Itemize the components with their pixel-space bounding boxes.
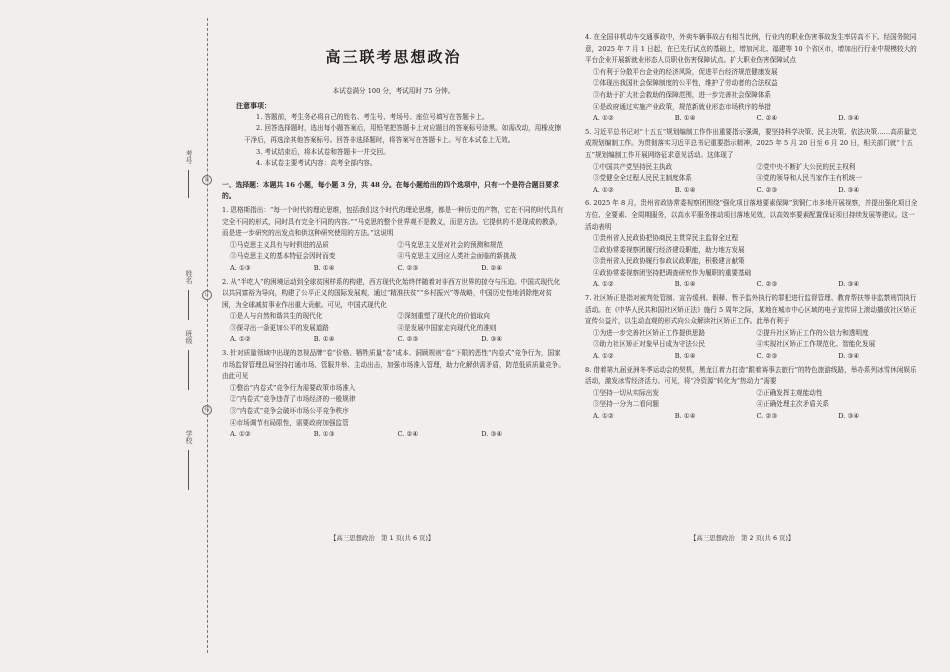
class-line <box>188 350 189 390</box>
exam-no-line <box>188 170 189 198</box>
answer-choice: A. ①③ <box>230 263 251 272</box>
seal-mark-2: 订 <box>202 290 212 300</box>
option-statement: ①马克思主义具有与时俱进的品质 <box>230 240 329 249</box>
question <box>585 198 920 291</box>
answer-choice: D. ③④ <box>481 335 503 344</box>
answer-choice: C. ②③ <box>756 352 778 361</box>
seal-mark-3: 线 <box>202 405 212 415</box>
exam-title: 高三联考思想政治 <box>325 48 462 66</box>
answer-choices <box>222 263 565 275</box>
option-statement: ③坚持一分为二看问题 <box>593 400 659 409</box>
answer-choice: B. ①④ <box>674 185 696 194</box>
option-statement: ③探寻出一条更加公平的发展道路 <box>230 323 329 332</box>
question <box>585 293 920 363</box>
question <box>585 127 920 197</box>
question <box>585 365 920 423</box>
answer-choices <box>585 411 920 423</box>
page-2-column <box>585 30 920 423</box>
option-statement: ①是人与自然和谐共生的现代化 <box>230 312 323 321</box>
option-statement: ④党的领导和人民当家作主有机统一 <box>756 174 862 183</box>
question-stem: 4. 在全国非机动车交通事故中，外卖车辆事故占有相当比例，行业内的职业伤害事故发生率居高不下。经国务院同意，2025 年 7 月 1 日起，在已先行试点的基础上，增加河北、福建等 10 个省区市，增加出行行业中规模较大的平台企业开展新就业形态人员职业伤害保障试点。扩大职业伤害保障试点 <box>585 33 917 65</box>
seal-mark-1: 装 <box>202 175 212 185</box>
option-list <box>585 233 920 279</box>
right-question-list <box>585 32 920 423</box>
option-list <box>222 383 565 429</box>
answer-choice: C. ②③ <box>756 185 778 194</box>
option-list <box>222 240 565 263</box>
answer-choice: D. ②④ <box>481 263 503 272</box>
question-stem: 2. 从“半吃人”的困境运动到全球贫困样系的构建，西方现代化始终伴随着对非西方世界的掠夺与压迫。中国式现代化以共同富裕为导向，构建了公平正义的国际发展观，通过“精准扶贫”“乡村振兴”等战略，中国历史性地消除绝对贫困，为全球减贫事业作出重大贡献。可见，中国式现代化 <box>222 277 561 309</box>
option-statement: ①坚持一切从实际出发 <box>593 388 659 397</box>
answer-choice: D. ③④ <box>838 114 860 123</box>
answer-choice: A. ①② <box>230 430 251 439</box>
option-statement: ②“内卷式”竞争违背了市场经济的一般规律 <box>230 395 356 404</box>
answer-choice: B. ①③ <box>313 430 335 439</box>
answer-choices <box>585 113 920 125</box>
question <box>222 277 565 347</box>
option-statement: ④正确处理主次矛盾关系 <box>756 400 830 409</box>
answer-choice: C. ②③ <box>397 335 419 344</box>
binding-cut-line <box>207 18 208 653</box>
option-statement: ②深刻重塑了现代化的价值取向 <box>397 312 490 321</box>
option-statement: ①中国共产党坚持民主执政 <box>593 162 673 171</box>
answer-choices <box>585 351 920 363</box>
answer-choices <box>222 334 565 346</box>
answer-choice: C. ②③ <box>756 412 778 420</box>
option-statement: ④是政府通过实施产业政策，规范新就业形态市场秩序的举措 <box>593 102 772 111</box>
notice-heading: 注意事项： <box>236 101 271 111</box>
option-statement: ②马克思主义是对社会的预测和规范 <box>397 240 503 249</box>
option-statement: ④政协常委视察团坚持把调查研究作为履职的重要基础 <box>593 268 752 277</box>
option-statement: ①贵州省人民政协把协商民主贯穿民主监督全过程 <box>593 234 739 243</box>
answer-choice: B. ①④ <box>313 335 335 344</box>
notice-item: 2. 回答选择题时，选出每小题答案后，用铅笔把答题卡上对应题目的答案标号涂黑。如需改动，用橡皮擦干净后，再选涂其他答案标号。回答非选择题时，将答案写在答题卡上。写在本试卷上无效。 <box>244 124 562 144</box>
option-statement: ①为进一步完善社区矫正工作提供思路 <box>593 328 706 337</box>
option-statement: ②体现出我国社会保障制度的公平性，维护了劳动者的合法权益 <box>593 79 778 88</box>
option-list <box>585 162 920 185</box>
option-statement: ③“内卷式”竞争会破坏市场公平竞争秩序 <box>230 407 349 416</box>
section-heading: 一、选择题：本题共 16 小题，每小题 3 分，共 48 分。在每小题给出的四个选项中，只有一个是符合题目要求的。 <box>222 180 559 201</box>
option-statement: ③助力社区矫正对象早日成为守法公民 <box>593 340 706 349</box>
answer-choice: D. ③④ <box>838 352 860 361</box>
page-footer-right: 【高三思想政治 第 2 页(共 6 页)】 <box>690 534 795 542</box>
left-question-list <box>222 205 565 441</box>
option-list <box>222 311 565 334</box>
option-statement: ③贵州省人民政协履行参政议政职能，积极建言献策 <box>593 257 745 266</box>
answer-choice: A. ①② <box>593 114 614 123</box>
binding-margin <box>0 0 210 672</box>
question-stem: 7. 社区矫正是指对被判处管制、宣告缓刑、假释、暂予监外执行的罪犯进行监督管理、教育帮扶等非监禁刑罚执行活动。在《中华人民共和国社区矫正法》施行 5 周年之际，某地在城市中心区域的电子宣传屏上滚动播放社区矫正宣传公益片，以生动直观的形式向公众解读社区矫正工作。此举有利于 <box>585 294 917 326</box>
option-statement: ②政协常委视察团履行经济建设职能，助力地方发展 <box>593 245 745 254</box>
option-statement: ④市场调节有局限性，需要政府加强监管 <box>230 418 349 427</box>
answer-choice: C. ②④ <box>397 430 419 439</box>
answer-choice: B. ①④ <box>674 280 696 289</box>
option-statement: ②党中央不断扩大公民的民主权利 <box>756 162 856 171</box>
option-statement: ③党健全全过程人民民主制度体系 <box>593 174 692 183</box>
option-statement: ②正确发挥主观能动性 <box>756 388 823 397</box>
answer-choice: D. ③④ <box>838 280 860 289</box>
answer-choice: D. ③④ <box>838 185 860 194</box>
question-stem: 1. 恩格斯指出：“每一个时代的理论思维，包括我们这个时代的理论思维，都是一种历史的产物，它在不同的时代具有完全不同的形式，同时具有完全不同的内容。”“马克思的整个世界观不是教义，而是方法。它提供的不是现成的教条，而是进一步研究的出发点和供这种研究使用的方法。”这说明 <box>222 205 564 238</box>
question <box>222 205 565 275</box>
name-line <box>188 290 189 320</box>
answer-choice: B. ①④ <box>674 114 696 123</box>
question-stem: 8. 借着第九届亚洲冬季运动会的契机，黑龙江着力打造“跟着赛事去旅行”的特色旅游线路，举办系列冰雪休闲娱乐活动，激发冰雪经济活力。可见，将“冷资源”转化为“热动力”需要 <box>585 365 917 386</box>
question-stem: 3. 针对质量领域中出现的忽视品牌“卷”价格、牺牲质量“卷”成本、洞顾规则“卷”下限的恶性“内卷式”竞争行为，国家市场监督管理总局坚持打通市场、管服并举、主动出击，加强市场准入管理，助力化解供需矛盾，防范低质质量竞争。由此可见 <box>222 349 565 381</box>
option-statement: ①有利于分散平台企业的经济风险，促进平台经济规范健康发展 <box>593 67 778 76</box>
answer-choices <box>585 279 920 291</box>
question <box>585 32 920 125</box>
notice-item: 3. 考试结束后，将本试卷和答题卡一并交回。 <box>256 147 390 156</box>
option-list <box>585 388 920 411</box>
class-label: 班级 <box>185 330 193 344</box>
exam-info: 本试卷满分 100 分，考试用时 75 分钟。 <box>332 86 455 95</box>
option-list <box>585 328 920 351</box>
option-statement: ②提升社区矫正工作的公信力和透明度 <box>756 328 869 337</box>
answer-choice: C. ②③ <box>397 263 419 272</box>
option-statement: ④实现社区矫正工作规范化、智能化发展 <box>756 340 876 349</box>
option-statement: ④是发展中国家走向现代化的准则 <box>397 323 497 332</box>
notice-item: 1. 答题前，考生务必将自己的姓名、考生号、考场号、座位号填写在答题卡上。 <box>256 112 489 121</box>
answer-choice: B. ①④ <box>674 352 696 361</box>
option-statement: ③有助于扩大社会救助的保障范围，进一步完善社会保障体系 <box>593 90 772 99</box>
option-statement: ③马克思主义的基本特征会因时而变 <box>230 252 336 261</box>
name-label: 姓名 <box>185 270 193 284</box>
page-1-column <box>222 30 565 441</box>
question <box>222 348 565 441</box>
notice-item: 4. 本试卷主要考试内容：高考全部内容。 <box>256 159 377 168</box>
exam-no-label: 考号 <box>185 150 193 164</box>
answer-choices <box>222 429 565 441</box>
option-statement: ①整治“内卷式”竞争行为需要政策市场准入 <box>230 383 356 392</box>
notice-list <box>222 112 565 170</box>
answer-choice: A. ①② <box>593 412 614 420</box>
answer-choice: A. ①② <box>593 352 614 361</box>
answer-choice: C. ②③ <box>756 280 778 289</box>
option-list <box>585 67 920 113</box>
answer-choice: D. ③④ <box>481 430 503 439</box>
page-footer-left: 【高三思想政治 第 1 页(共 6 页)】 <box>330 534 435 542</box>
answer-choice: A. ①② <box>593 185 614 194</box>
answer-choices <box>585 185 920 197</box>
school-label: 学校 <box>185 430 193 444</box>
answer-choice: B. ①④ <box>313 263 335 272</box>
option-statement: ④马克思主义回应人类社会面临的新挑战 <box>397 252 517 261</box>
answer-choice: B. ①④ <box>674 412 696 420</box>
answer-choice: A. ①② <box>593 280 614 289</box>
question-stem: 6. 2025 年 8 月，贵州省政协常委视察团围绕“强化项目落地要素保障”到铜仁市多地开展视察，并提出强化项目全方位、全要素、全周期服务，以高水平服务推动项目落地见效，以高效率要素配置保证项目持续发展等建议。这一活动表明 <box>585 199 918 231</box>
question-stem: 5. 习近平总书记对“十五五”规划编制工作作出重要指示强调，要坚持科学决策、民主决策、依法决策……高质量完成规划编制工作。为贯彻落实习近平总书记重要指示精神，2025 年 5 月 20 日至 6 月 20 日，相关部门就“十五五”规划编制工作开展网络征求意见活动。这体现了 <box>585 127 917 159</box>
answer-choice: A. ①② <box>230 335 251 344</box>
answer-choice: C. ②④ <box>756 114 778 123</box>
school-line <box>188 450 189 490</box>
answer-choice: D. ③④ <box>838 412 860 420</box>
